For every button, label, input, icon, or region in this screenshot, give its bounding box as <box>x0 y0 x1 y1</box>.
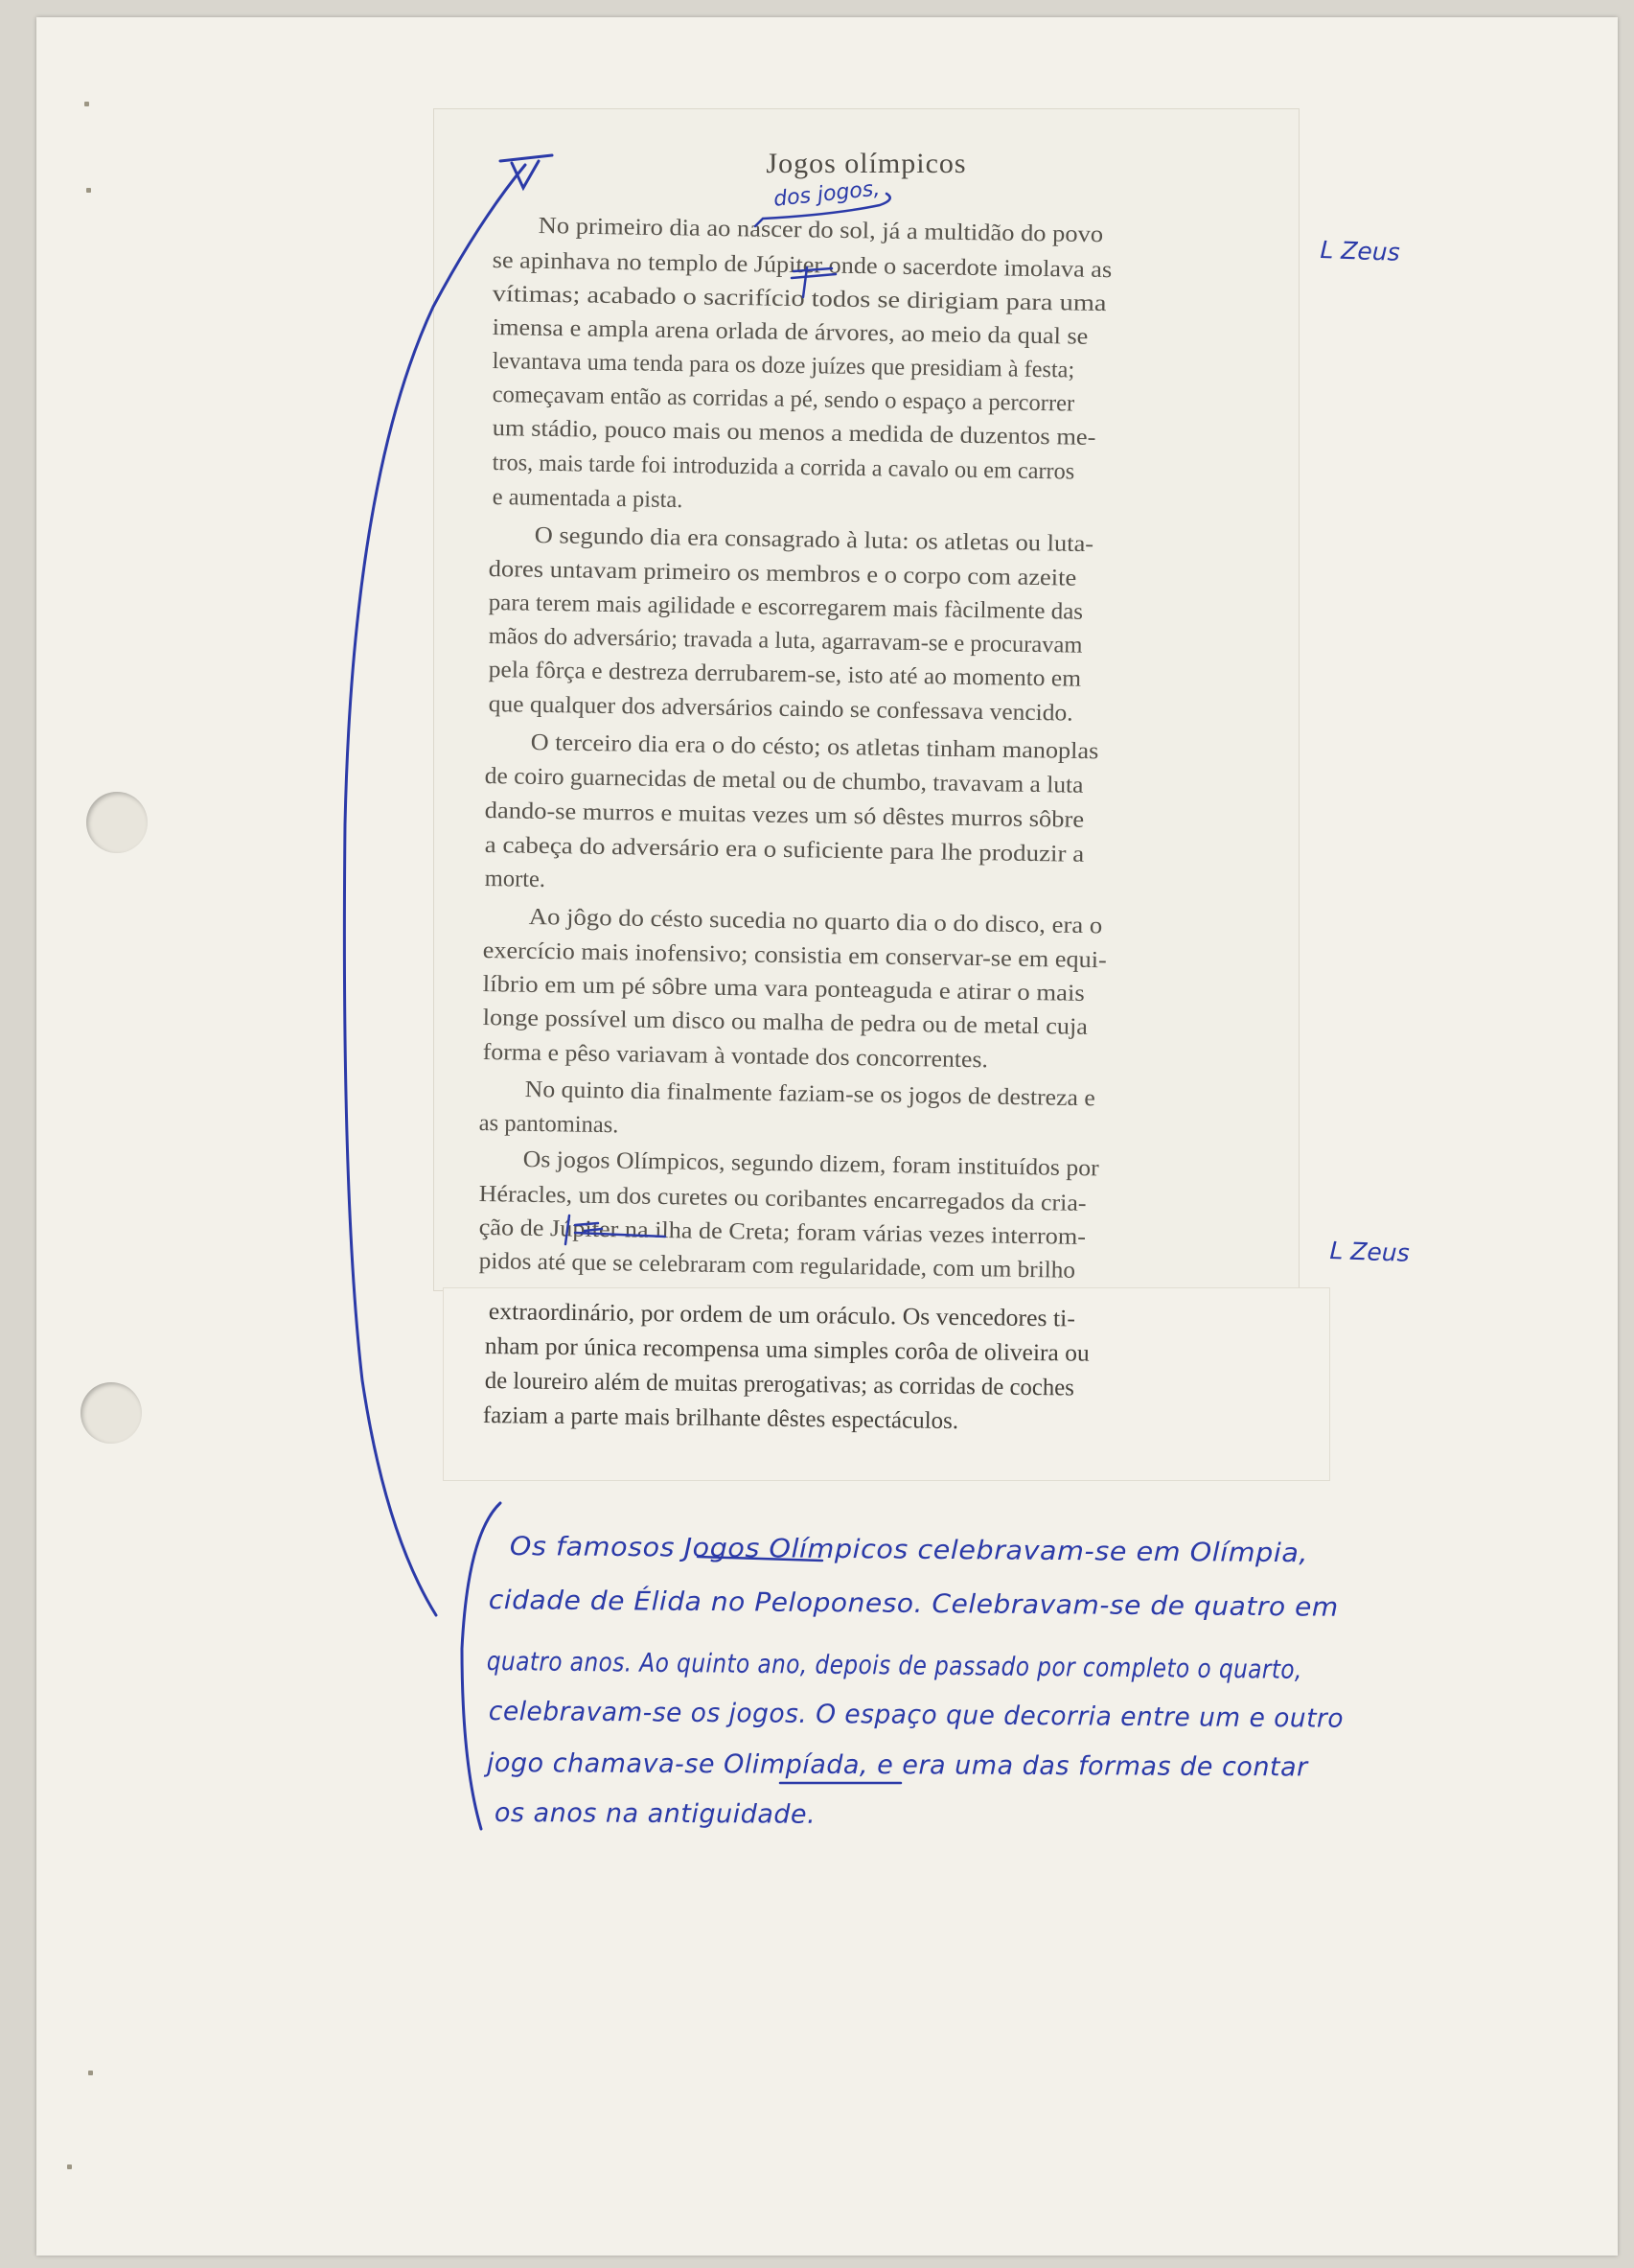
text-line: O terceiro dia era o do césto; os atletas tinham manoplas <box>530 729 1099 765</box>
text-line: pela fôrça e destreza derrubarem-se, isto até ao momento em <box>488 657 1082 692</box>
text-line: que qualquer dos adversários caindo se confessava vencido. <box>488 691 1073 727</box>
handwritten-line: Os famosos Jogos Olímpicos celebravam-se em Olímpia, <box>509 1532 1309 1569</box>
text-line: pidos até que se celebraram com regularidade, com um brilho <box>478 1248 1076 1284</box>
handwritten-line: celebravam-se os jogos. O espaço que decorria entre um e outro <box>488 1697 1345 1734</box>
text-line: extraordinário, por ordem de um oráculo. Os vencedores ti- <box>488 1299 1076 1332</box>
handwritten-line: jogo chamava-se Olimpíada, e era uma das formas de contar <box>486 1748 1308 1783</box>
text-line: levantava uma tenda para os doze juízes que presidiam à festa; <box>492 348 1075 383</box>
text-line: nham por única recompensa uma simples corôa de oliveira ou <box>484 1333 1090 1367</box>
page-title: Jogos olímpicos <box>766 148 967 179</box>
text-line: e aumentada a pista. <box>492 484 683 514</box>
handwritten-line: os anos na antiguidade. <box>494 1798 817 1830</box>
text-line: O segundo dia era consagrado à luta: os atletas ou luta- <box>534 522 1094 558</box>
margin-note: L Zeus <box>1328 1237 1411 1267</box>
strikethrough-mark <box>575 268 836 1237</box>
text-line: se apinhava no templo de Júpiter onde o sacerdote imolava as <box>492 247 1113 284</box>
text-line: as pantominas. <box>478 1110 619 1139</box>
handwritten-line: quatro anos. Ao quinto ano, depois de passado por completo o quarto, <box>486 1647 1303 1685</box>
text-line: Os jogos Olímpicos, segundo dizem, foram instituídos por <box>522 1146 1099 1182</box>
text-line: imensa e ampla arena orlada de árvores, ao meio da qual se <box>492 314 1089 350</box>
text-line: dando-se murros e muitas vezes um só dêstes murros sôbre <box>484 798 1085 833</box>
text-line: vítimas; acabado o sacrifício todos se dirigiam para uma <box>492 281 1107 317</box>
text-line: dores untavam primeiro os membros e o corpo com azeite <box>488 556 1077 591</box>
text-line: Ao jôgo do césto sucedia no quarto dia o do disco, era o <box>528 904 1103 939</box>
text-line: para terem mais agilidade e escorregarem mais fàcilmente das <box>488 590 1084 625</box>
text-line: de coiro guarnecidas de metal ou de chumbo, travavam a luta <box>484 763 1084 798</box>
text-line: de loureiro além de muitas prerogativas; as corridas de coches <box>484 1368 1075 1401</box>
text-line: exercício mais inofensivo; consistia em conservar-se em equi- <box>482 937 1107 974</box>
text-line: a cabeça do adversário era o suficiente para lhe produzir a <box>484 832 1085 868</box>
text-line: líbrio em um pé sôbre uma vara ponteaguda e atirar o mais <box>482 971 1086 1007</box>
inserted-words: dos jogos, <box>772 176 882 212</box>
text-line: um stádio, pouco mais ou menos a medida de duzentos me- <box>492 415 1096 451</box>
text-line: ção de Júpiter na ilha de Creta; foram várias vezes interrom- <box>478 1215 1087 1250</box>
text-line: No primeiro dia ao nascer do sol, já a multidão do povo <box>538 213 1104 248</box>
text-line: longe possível um disco ou malha de pedra ou de metal cuja <box>482 1005 1089 1040</box>
text-line: forma e pêso variavam à vontade dos concorrentes. <box>482 1039 989 1074</box>
text-line: faziam a parte mais brilhante dêstes espectáculos. <box>482 1402 959 1435</box>
text-line: mãos do adversário; travada a luta, agarravam-se e procuravam <box>488 623 1083 659</box>
check-mark-stroke <box>500 155 552 161</box>
text-line: Héracles, um dos curetes ou coribantes encarregados da cria- <box>478 1181 1087 1216</box>
margin-bracket-line <box>344 165 525 1615</box>
insertion-stroke <box>565 267 807 1244</box>
text-line: No quinto dia finalmente faziam-se os jogos de destreza e <box>524 1076 1095 1112</box>
text-line: tros, mais tarde foi introduzida a corrida a cavalo ou em carros <box>492 450 1075 485</box>
text-line: morte. <box>484 866 546 892</box>
text-line: começavam então as corridas a pé, sendo o espaço a percorrer <box>492 382 1075 417</box>
margin-note: L Zeus <box>1319 236 1401 266</box>
handwritten-line: cidade de Élida no Peloponeso. Celebravam-se de quatro em <box>488 1585 1339 1623</box>
